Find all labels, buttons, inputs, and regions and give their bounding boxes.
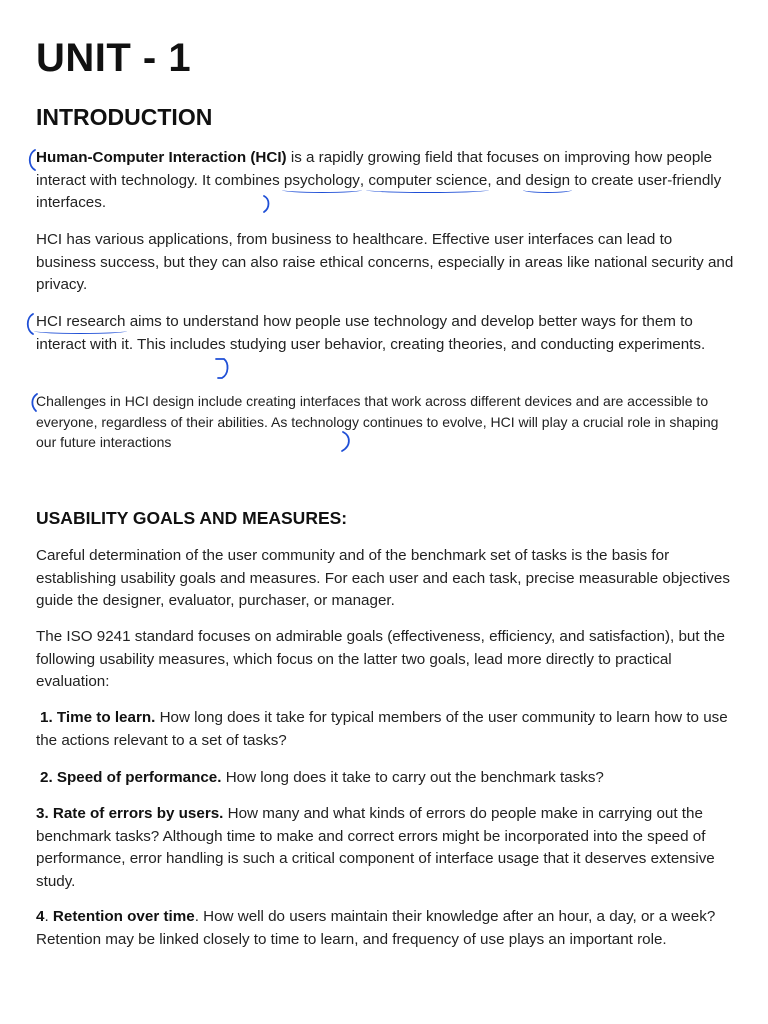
usability-paragraph-2: The ISO 9241 standard focuses on admirable goals (effectiveness, efficiency, and satisfaction), but the following usability measures, which focus on the latter two goals, lead more directly to practical evaluation: xyxy=(36,628,725,690)
measure-text-3: How many and what kinds of errors do people make in carrying out the benchmark tasks? Although time to make and correct errors might be incorporated into the speed of performance, error handling is such a critical component of interface usage that it deserves extensive study. xyxy=(36,805,715,890)
close-bracket-annotation-1 xyxy=(262,194,272,214)
measure-item-2 xyxy=(36,767,736,790)
measure-number-4: 4 xyxy=(36,908,45,925)
measure-sep-4: . xyxy=(44,908,53,925)
measure-item-4 xyxy=(36,906,736,951)
close-bracket-annotation-2 xyxy=(214,356,232,382)
intro-p1-text-1: is a rapidly growing field that focuses on improving how people interact with technology. It combines xyxy=(36,149,713,189)
measure-item-3 xyxy=(36,803,736,893)
close-bracket-annotation-3 xyxy=(340,430,354,454)
introduction-heading: INTRODUCTION xyxy=(36,104,213,130)
open-bracket-annotation-2 xyxy=(24,312,36,336)
intro-p3-text: aims to understand how people use technology and develop better ways for them to interact with it. This includes studying user behavior, creating theories, and conducting experiments. xyxy=(36,313,706,353)
underlined-psychology: psychology xyxy=(283,171,360,189)
measure-text-1: How long does it take for typical members of the user community to learn how to use the actions relevant to a set of tasks? xyxy=(36,709,728,749)
measure-label-1: 1. Time to learn. xyxy=(40,709,156,726)
intro-p1-text-3: , and xyxy=(487,171,526,189)
intro-paragraph-1 xyxy=(36,147,736,215)
measure-text-2: How long does it take to carry out the benchmark tasks? xyxy=(221,769,604,786)
intro-paragraph-2: HCI has various applications, from business to healthcare. Effective user interfaces can lead to business success, but they can also raise ethical concerns, especially in areas like national security and privacy. xyxy=(36,231,734,293)
measure-label-4: Retention over time xyxy=(52,908,195,925)
usability-heading: USABILITY GOALS AND MEASURES: xyxy=(36,508,348,528)
intro-p1-text-4: to create user-friendly interfaces. xyxy=(36,171,722,211)
underlined-design: design xyxy=(525,171,571,189)
hci-term: Human-Computer Interaction (HCI) xyxy=(36,149,287,166)
intro-paragraph-3 xyxy=(36,311,736,356)
measure-item-1 xyxy=(36,707,736,752)
usability-paragraph-1: Careful determination of the user community and of the benchmark set of tasks is the basis for establishing usability goals and measures. For each user and each task, precise measurable objectives guide the designer, evaluator, purchaser, or manager. xyxy=(36,547,730,609)
intro-p1-text-2: , xyxy=(359,171,369,189)
measure-text-4: . How well do users maintain their knowledge after an hour, a day, or a week? Retention may be linked closely to time to learn, and frequency of use plays an important role. xyxy=(36,908,716,948)
unit-title: UNIT - 1 xyxy=(36,36,192,80)
underlined-hci-research: HCI research xyxy=(36,313,126,330)
underlined-computer-science: computer science xyxy=(368,171,488,189)
measure-label-3: 3. Rate of errors by users. xyxy=(36,805,224,822)
measure-label-2: 2. Speed of performance. xyxy=(40,769,222,786)
intro-paragraph-4: Challenges in HCI design include creating interfaces that work across different devices and are accessible to everyone, regardless of their abilities. As technology continues to evolve, HCI will play a crucial role in shaping our future interactions xyxy=(36,393,719,450)
